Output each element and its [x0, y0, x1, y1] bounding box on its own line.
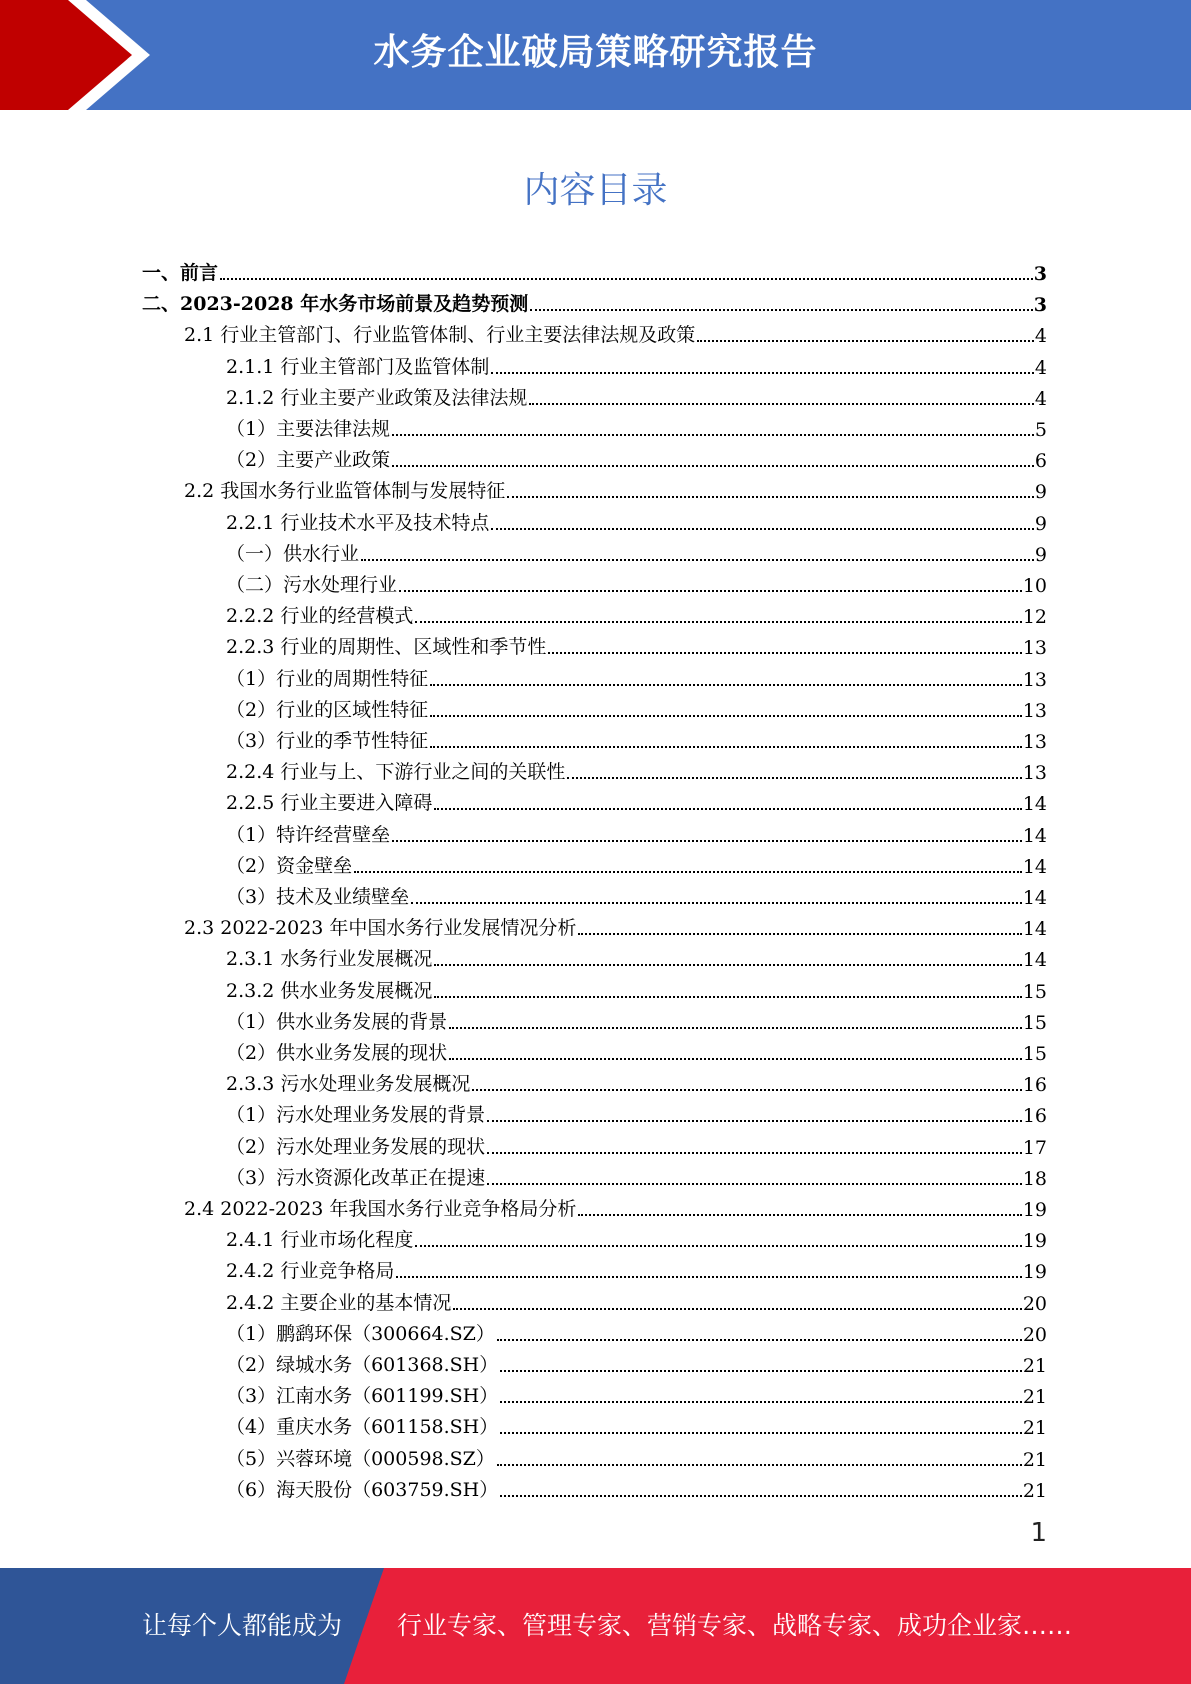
toc-entry[interactable]: [226, 1003, 1047, 1034]
toc-dot-leader: [472, 1088, 1021, 1091]
toc-entry[interactable]: [226, 1471, 1047, 1502]
toc-dot-leader: [548, 651, 1021, 654]
toc-entry-title: 2.3.1 水务行业发展概况: [226, 948, 433, 970]
toc-entry-title: 2.2.2 行业的经营模式: [226, 605, 414, 627]
toc-entry[interactable]: [226, 566, 1047, 597]
toc-dot-leader: [487, 1182, 1022, 1185]
toc-entry[interactable]: [226, 1440, 1047, 1471]
report-title: 水务企业破局策略研究报告: [373, 32, 818, 73]
footer-banner: [0, 1568, 1191, 1684]
toc-entry[interactable]: [226, 1346, 1047, 1377]
toc-heading: 内容目录: [523, 170, 668, 211]
toc-entry-title: 2.1 行业主管部门、行业监管体制、行业主要法律法规及政策: [184, 324, 696, 346]
toc-entry[interactable]: [184, 316, 1047, 347]
toc-entry[interactable]: [226, 1315, 1047, 1346]
toc-entry[interactable]: [226, 628, 1047, 659]
toc-dot-leader: [487, 1119, 1022, 1122]
toc-entry-title: （1）行业的周期性特征: [226, 668, 429, 690]
toc-entry-page: 14: [1022, 918, 1047, 940]
toc-dot-leader: [434, 995, 1021, 998]
toc-entry[interactable]: [226, 535, 1047, 566]
toc-entry-page: 14: [1022, 949, 1047, 971]
toc-dot-leader: [567, 776, 1021, 779]
toc-entry-title: （3）行业的季节性特征: [226, 730, 429, 752]
toc-entry[interactable]: [226, 504, 1047, 535]
toc-entry-page: 13: [1022, 731, 1047, 753]
toc-entry-page: 21: [1022, 1417, 1047, 1439]
page-number: 1: [1030, 1518, 1047, 1548]
toc-entry[interactable]: [226, 1034, 1047, 1065]
toc-entry-title: （一）供水行业: [226, 543, 360, 565]
toc-dot-leader: [500, 1400, 1022, 1403]
toc-entry-title: 2.3.3 污水处理业务发展概况: [226, 1073, 471, 1095]
toc-dot-leader: [487, 1151, 1022, 1154]
toc-entry[interactable]: [226, 1159, 1047, 1190]
toc-entry-page: 19: [1022, 1230, 1047, 1252]
toc-entry-page: 15: [1022, 1043, 1047, 1065]
toc-entry[interactable]: [226, 1096, 1047, 1127]
toc-entry[interactable]: [226, 722, 1047, 753]
toc-entry[interactable]: [226, 784, 1047, 815]
toc-entry-title: 2.4 2022-2023 年我国水务行业竞争格局分析: [184, 1198, 577, 1220]
toc-entry-page: 4: [1034, 357, 1047, 379]
toc-dot-leader: [491, 527, 1034, 530]
toc-entry-page: 15: [1022, 981, 1047, 1003]
toc-entry-page: 9: [1034, 544, 1047, 566]
toc-entry[interactable]: [226, 1128, 1047, 1159]
toc-dot-leader: [530, 308, 1033, 311]
toc-entry-page: 4: [1034, 388, 1047, 410]
toc-entry-title: （1）供水业务发展的背景: [226, 1011, 448, 1033]
toc-entry-title: （1）鹏鹞环保（300664.SZ）: [226, 1323, 495, 1345]
toc-entry[interactable]: [184, 909, 1047, 940]
toc-entry-title: 2.2.1 行业技术水平及技术特点: [226, 512, 490, 534]
toc-dot-leader: [392, 464, 1034, 467]
toc-entry-title: 2.3.2 供水业务发展概况: [226, 980, 433, 1002]
toc-entry[interactable]: [226, 379, 1047, 410]
toc-entry-page: 14: [1022, 793, 1047, 815]
toc-dot-leader: [396, 1275, 1021, 1278]
toc-entry[interactable]: [142, 285, 1047, 316]
toc-entry[interactable]: [226, 816, 1047, 847]
toc-entry-title: 2.3 2022-2023 年中国水务行业发展情况分析: [184, 917, 577, 939]
toc-entry-page: 13: [1022, 762, 1047, 784]
toc-entry-title: 2.1.1 行业主管部门及监管体制: [226, 356, 490, 378]
toc-dot-leader: [220, 277, 1033, 280]
toc-dot-leader: [453, 1307, 1021, 1310]
toc-entry-title: （2）污水处理业务发展的现状: [226, 1136, 486, 1158]
toc-entry[interactable]: [226, 1284, 1047, 1315]
toc-entry-page: 14: [1022, 856, 1047, 878]
toc-dot-leader: [578, 1213, 1021, 1216]
header-band: [0, 0, 1191, 110]
toc-entry-title: （2）绿城水务（601368.SH）: [226, 1354, 499, 1376]
toc-dot-leader: [497, 1463, 1022, 1466]
toc-entry-title: （5）兴蓉环境（000598.SZ）: [226, 1448, 495, 1470]
toc-entry[interactable]: [226, 410, 1047, 441]
toc-entry[interactable]: [226, 1408, 1047, 1439]
toc-dot-leader: [392, 433, 1034, 436]
toc-dot-leader: [430, 745, 1022, 748]
toc-dot-leader: [578, 932, 1021, 935]
toc-entry[interactable]: [226, 597, 1047, 628]
toc-dot-leader: [430, 714, 1022, 717]
toc-entry-page: 19: [1022, 1199, 1047, 1221]
toc-entry[interactable]: [226, 1377, 1047, 1408]
footer-slogan-left: 让每个人都能成为: [142, 1611, 343, 1640]
toc-dot-leader: [500, 1494, 1022, 1497]
toc-entry-title: （3）污水资源化改革正在提速: [226, 1167, 486, 1189]
toc-entry-title: （1）主要法律法规: [226, 418, 391, 440]
toc-dot-leader: [434, 807, 1021, 810]
toc-entry[interactable]: [184, 472, 1047, 503]
toc-dot-leader: [697, 339, 1034, 342]
toc-dot-leader: [415, 1244, 1021, 1247]
toc-entry-title: 2.2.5 行业主要进入障碍: [226, 792, 433, 814]
toc-entry[interactable]: [142, 254, 1047, 285]
toc-entry[interactable]: [226, 441, 1047, 472]
toc-entry-page: 14: [1022, 887, 1047, 909]
toc-dot-leader: [491, 371, 1034, 374]
toc-entry-title: （3）江南水务（601199.SH）: [226, 1385, 499, 1407]
toc-dot-leader: [500, 1431, 1022, 1434]
toc-entry-page: 20: [1022, 1324, 1047, 1346]
toc-entry[interactable]: [226, 940, 1047, 971]
toc-entry-title: （2）资金壁垒: [226, 855, 353, 877]
toc-entry-page: 18: [1022, 1168, 1047, 1190]
toc-entry-page: 20: [1022, 1293, 1047, 1315]
toc-entry-title: 2.4.2 行业竞争格局: [226, 1260, 395, 1282]
toc-dot-leader: [449, 1026, 1022, 1029]
toc-entry-title: （2）主要产业政策: [226, 449, 391, 471]
toc-entry-title: 2.4.1 行业市场化程度: [226, 1229, 414, 1251]
toc-entry-page: 14: [1022, 825, 1047, 847]
toc-entry-page: 10: [1022, 575, 1047, 597]
toc-entry[interactable]: [226, 1221, 1047, 1252]
toc-entry[interactable]: [226, 1252, 1047, 1283]
toc-entry-page: 3: [1033, 294, 1047, 316]
toc-dot-leader: [434, 963, 1021, 966]
toc-entry-title: （二）污水处理行业: [226, 574, 398, 596]
toc-entry-page: 21: [1022, 1355, 1047, 1377]
toc-entry-title: 2.2.3 行业的周期性、区域性和季节性: [226, 636, 547, 658]
toc-entry[interactable]: [226, 847, 1047, 878]
toc-dot-leader: [392, 839, 1022, 842]
toc-entry-title: 2.4.2 主要企业的基本情况: [226, 1292, 452, 1314]
toc-entry-page: 9: [1034, 481, 1047, 503]
toc-dot-leader: [399, 589, 1022, 592]
toc-entry-title: 二、2023-2028 年水务市场前景及趋势预测: [142, 293, 529, 315]
toc-entry-page: 15: [1022, 1012, 1047, 1034]
toc-dot-leader: [507, 495, 1034, 498]
toc-entry[interactable]: [226, 660, 1047, 691]
toc-entry-page: 21: [1022, 1386, 1047, 1408]
toc-entry-title: （3）技术及业绩壁垒: [226, 886, 410, 908]
toc-entry-title: 2.2 我国水务行业监管体制与发展特征: [184, 480, 506, 502]
toc-entry-page: 12: [1022, 606, 1047, 628]
toc-entry[interactable]: [226, 691, 1047, 722]
toc-entry-page: 16: [1022, 1074, 1047, 1096]
footer-slogan-right: 行业专家、管理专家、营销专家、战略专家、成功企业家……: [397, 1611, 1073, 1640]
toc-entry-page: 9: [1034, 513, 1047, 535]
toc-entry[interactable]: [226, 972, 1047, 1003]
toc-entry-title: （1）污水处理业务发展的背景: [226, 1104, 486, 1126]
toc-entry-title: 2.2.4 行业与上、下游行业之间的关联性: [226, 761, 566, 783]
toc-entry-page: 16: [1022, 1105, 1047, 1127]
toc-entry-page: 4: [1034, 325, 1047, 347]
toc-dot-leader: [361, 558, 1034, 561]
toc-entry-page: 21: [1022, 1449, 1047, 1471]
toc-entry-page: 3: [1033, 263, 1047, 285]
toc-entry[interactable]: [226, 878, 1047, 909]
toc-entry-page: 13: [1022, 637, 1047, 659]
toc-entry-page: 21: [1022, 1480, 1047, 1502]
toc-dot-leader: [411, 901, 1022, 904]
toc-dot-leader: [497, 1338, 1022, 1341]
toc-entry-page: 5: [1034, 419, 1047, 441]
toc-dot-leader: [354, 870, 1022, 873]
toc-entry-page: 6: [1034, 450, 1047, 472]
toc-entry-title: 2.1.2 行业主要产业政策及法律法规: [226, 387, 528, 409]
toc-entry[interactable]: [226, 348, 1047, 379]
toc-dot-leader: [415, 620, 1021, 623]
toc-dot-leader: [500, 1369, 1022, 1372]
toc-entry-page: 13: [1022, 669, 1047, 691]
toc-dot-leader: [449, 1057, 1022, 1060]
toc-dot-leader: [430, 683, 1022, 686]
toc-entry-page: 13: [1022, 700, 1047, 722]
toc-dot-leader: [529, 402, 1034, 405]
toc-entry-title: （2）供水业务发展的现状: [226, 1042, 448, 1064]
toc-entry-title: （2）行业的区域性特征: [226, 699, 429, 721]
toc-entry-title: （4）重庆水务（601158.SH）: [226, 1416, 499, 1438]
toc-entry-title: （6）海天股份（603759.SH）: [226, 1479, 499, 1501]
toc-entry[interactable]: [226, 1065, 1047, 1096]
toc-entry[interactable]: [184, 1190, 1047, 1221]
toc-entry-title: 一、前言: [142, 262, 219, 284]
toc-entry-page: 19: [1022, 1261, 1047, 1283]
toc-entry[interactable]: [226, 753, 1047, 784]
toc-entry-title: （1）特许经营壁垒: [226, 824, 391, 846]
toc-entry-page: 17: [1022, 1137, 1047, 1159]
